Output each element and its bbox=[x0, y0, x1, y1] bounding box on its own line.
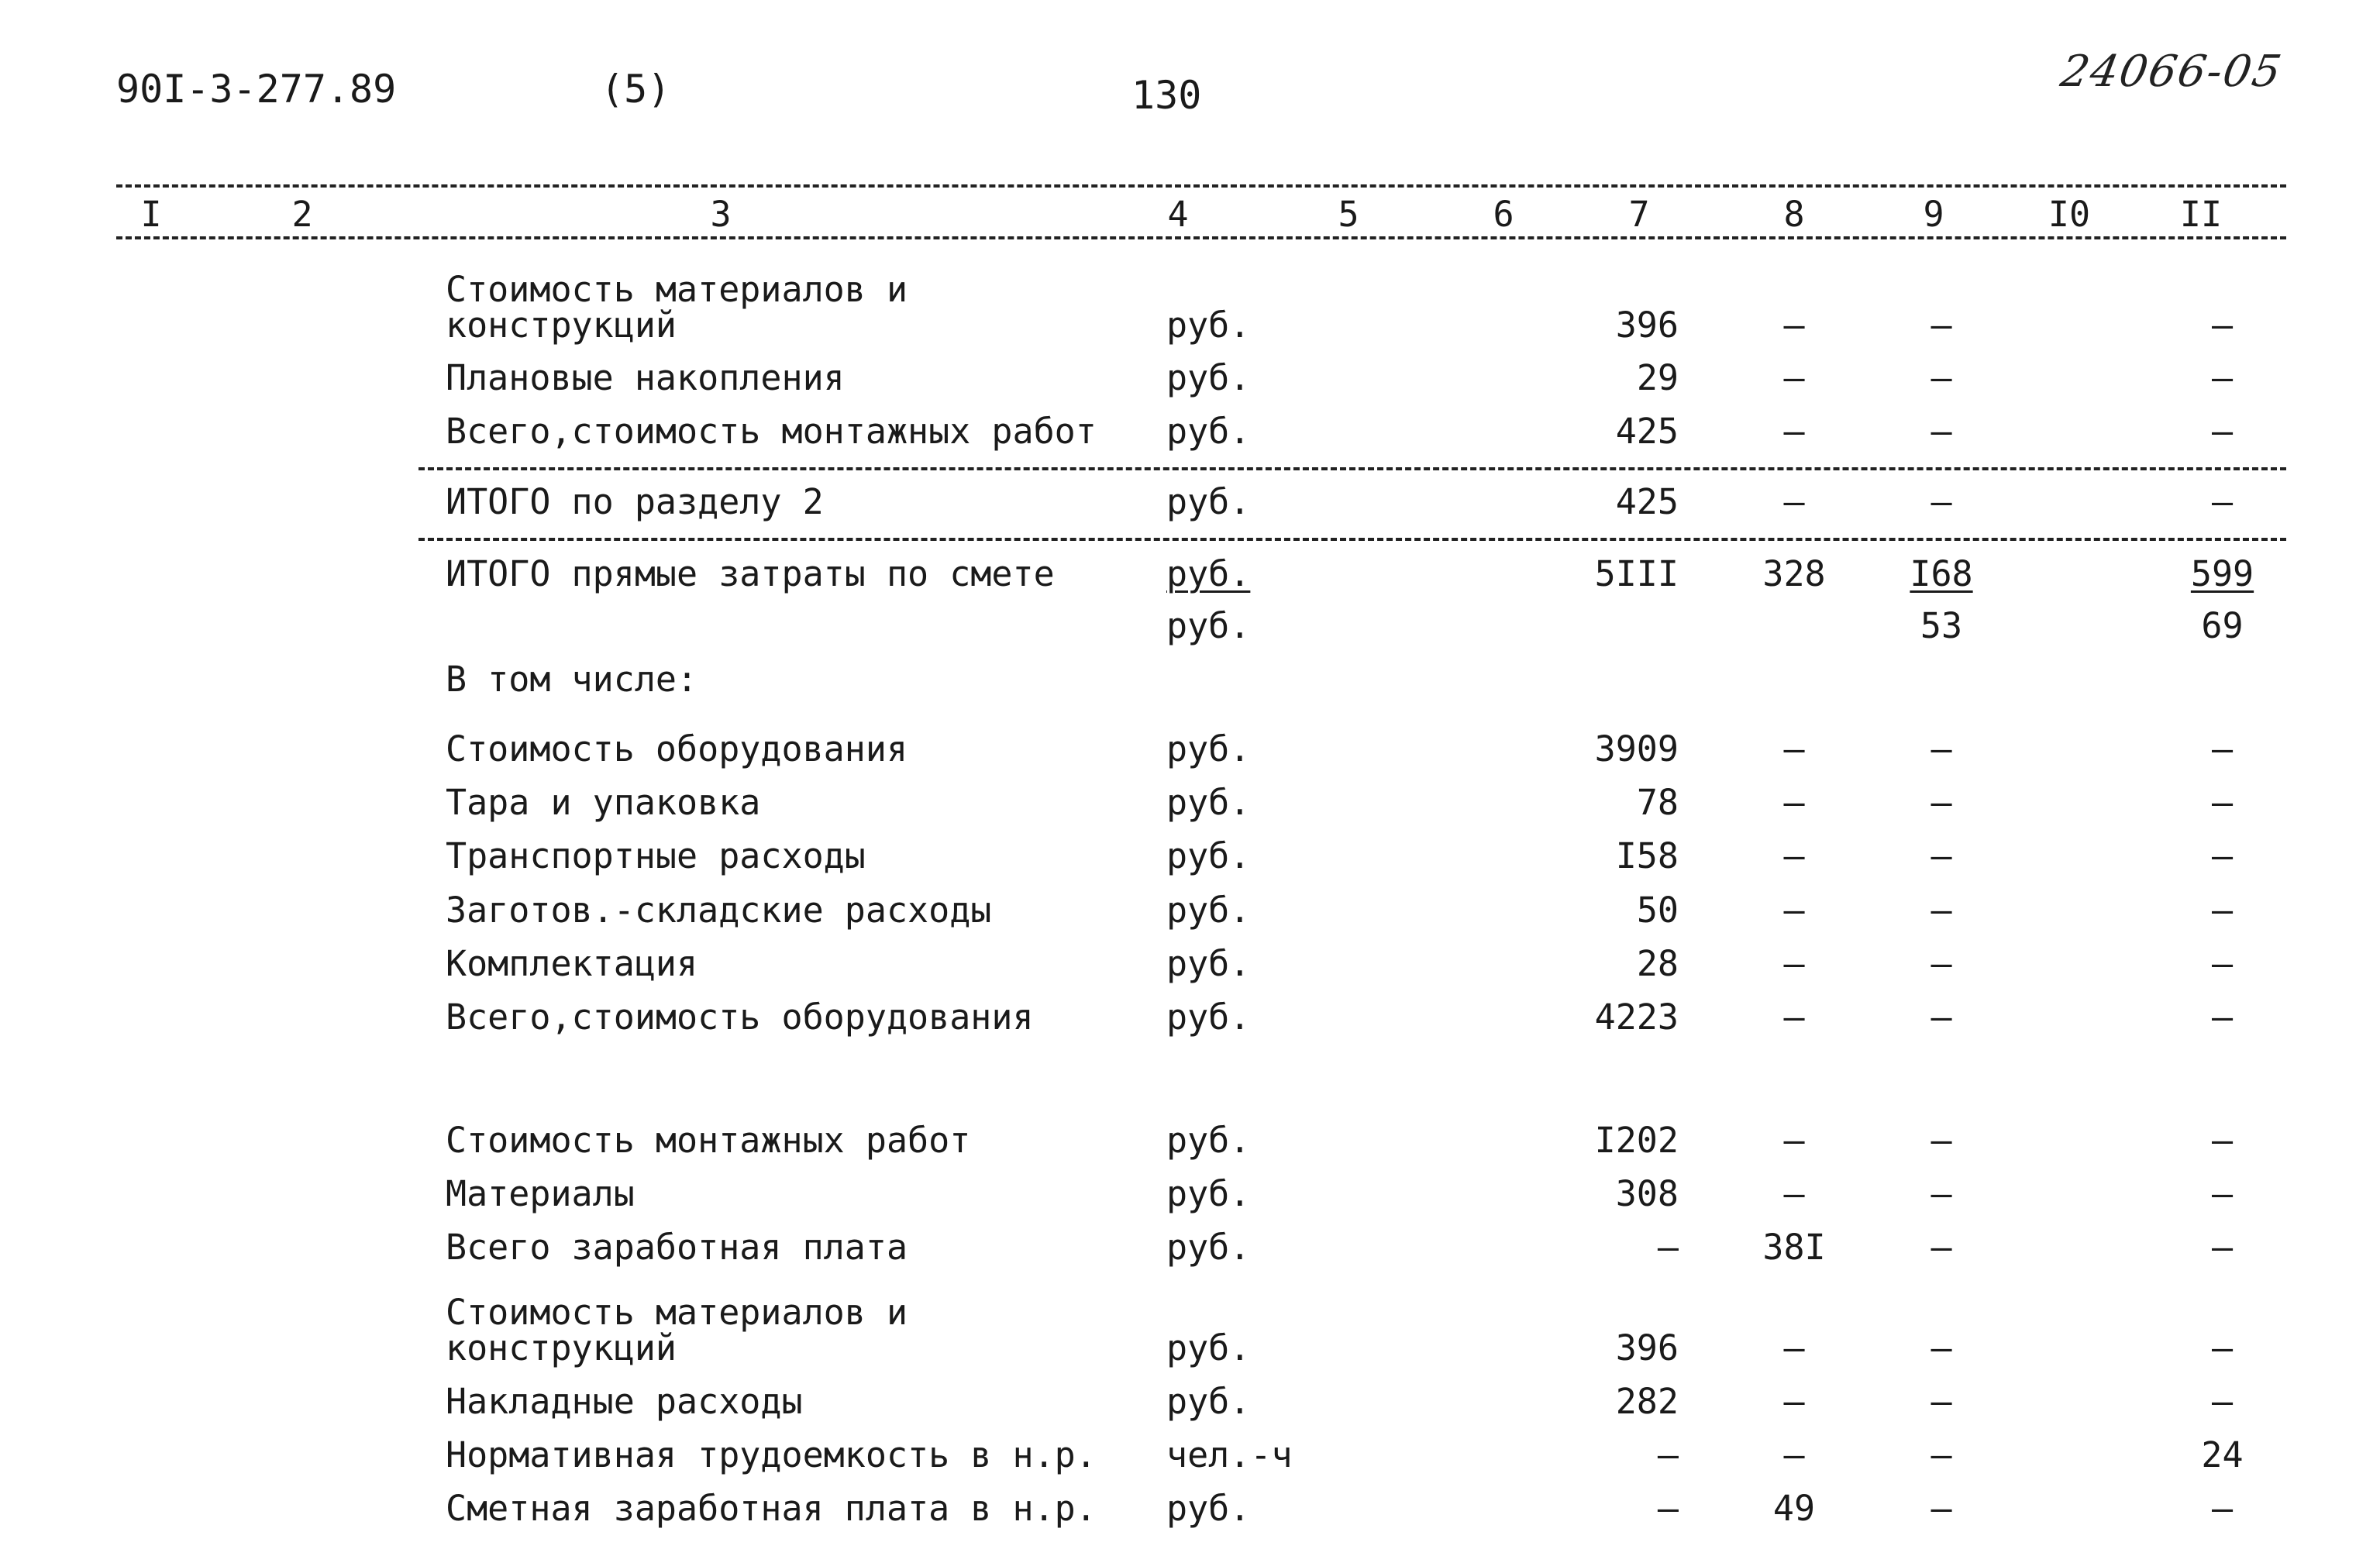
row-label: Стоимость монтажных работ bbox=[446, 1120, 971, 1161]
handwritten-archive-number: 24066-05 bbox=[2057, 46, 2287, 97]
page-number: 130 bbox=[1131, 73, 1202, 118]
table-row bbox=[0, 1171, 2380, 1217]
row-col9: – bbox=[1931, 1227, 1952, 1268]
row-unit: руб. bbox=[1166, 411, 1251, 452]
row-col11: – bbox=[2211, 890, 2234, 931]
column-number: 9 bbox=[1923, 194, 1944, 235]
row-col8: – bbox=[1783, 411, 1805, 452]
row-col9: – bbox=[1931, 943, 1952, 984]
row-col8: – bbox=[1783, 1381, 1805, 1422]
table-row bbox=[0, 551, 2380, 597]
table-row bbox=[0, 603, 2380, 649]
row-col9: I68 bbox=[1910, 553, 1973, 594]
section-number: (5) bbox=[601, 67, 671, 112]
row-label: Стоимость оборудования bbox=[446, 728, 908, 769]
row-col7: – bbox=[1657, 1488, 1679, 1529]
table-row bbox=[0, 1485, 2380, 1532]
table-row bbox=[0, 833, 2380, 880]
row-col9: – bbox=[1931, 411, 1952, 452]
row-col7: 78 bbox=[1636, 782, 1679, 823]
table-row bbox=[0, 1292, 2380, 1372]
table-row bbox=[0, 269, 2380, 349]
row-col8: – bbox=[1783, 890, 1805, 931]
row-unit: руб. bbox=[1166, 1488, 1251, 1529]
table-row bbox=[0, 355, 2380, 401]
row-col7: 308 bbox=[1615, 1173, 1679, 1214]
table-row bbox=[0, 1224, 2380, 1271]
row-unit: руб. bbox=[1166, 943, 1251, 984]
row-col11: 24 bbox=[2201, 1434, 2244, 1475]
row-col9: – bbox=[1931, 728, 1952, 769]
row-col8: 328 bbox=[1762, 553, 1826, 594]
row-col11: 69 bbox=[2201, 605, 2244, 646]
table-row bbox=[0, 656, 2380, 703]
row-col11: – bbox=[2211, 1488, 2234, 1529]
row-label: Всего,стоимость оборудования bbox=[446, 997, 1034, 1038]
row-col7: 396 bbox=[1615, 1327, 1679, 1368]
row-unit: руб. bbox=[1166, 835, 1251, 876]
subsection-label: В том числе: bbox=[446, 659, 698, 700]
row-col8: – bbox=[1783, 835, 1805, 876]
row-col11: – bbox=[2211, 357, 2234, 398]
row-col11: – bbox=[2211, 481, 2234, 522]
row-label: ИТОГО по разделу 2 bbox=[446, 481, 824, 522]
row-col9: – bbox=[1931, 997, 1952, 1038]
row-col9: – bbox=[1931, 890, 1952, 931]
column-number: I bbox=[140, 194, 162, 235]
row-col9: – bbox=[1931, 1488, 1952, 1529]
row-label: Нормативная трудоемкость в н.р. bbox=[446, 1434, 1097, 1475]
row-unit: руб. bbox=[1166, 1381, 1251, 1422]
row-col8: 38I bbox=[1762, 1227, 1826, 1268]
table-row bbox=[0, 780, 2380, 826]
row-col7: 4223 bbox=[1594, 997, 1679, 1038]
row-col7: 28 bbox=[1636, 943, 1679, 984]
table-row bbox=[0, 941, 2380, 987]
row-col7: 3909 bbox=[1594, 728, 1679, 769]
row-col9: – bbox=[1931, 782, 1952, 823]
row-col11: – bbox=[2211, 1327, 2234, 1368]
row-label: Заготов.-складские расходы bbox=[446, 890, 992, 931]
row-label: Плановые накопления bbox=[446, 357, 845, 398]
header-bottom-rule bbox=[116, 236, 2286, 239]
column-number: 7 bbox=[1628, 194, 1650, 235]
row-unit: руб. bbox=[1166, 357, 1251, 398]
row-col7: – bbox=[1657, 1227, 1679, 1268]
header-top-rule bbox=[116, 184, 2286, 188]
row-unit: руб. bbox=[1166, 305, 1251, 346]
row-col8: – bbox=[1783, 1120, 1805, 1161]
row-col9: 53 bbox=[1920, 605, 1963, 646]
table-row bbox=[0, 408, 2380, 455]
row-col7: 50 bbox=[1636, 890, 1679, 931]
row-col11: – bbox=[2211, 1120, 2234, 1161]
row-col8: – bbox=[1783, 1434, 1805, 1475]
row-col7: 282 bbox=[1615, 1381, 1679, 1422]
row-label-line2: конструкций bbox=[446, 305, 677, 346]
row-col11: – bbox=[2211, 1381, 2234, 1422]
row-col7: 425 bbox=[1615, 411, 1679, 452]
table-row bbox=[0, 1379, 2380, 1425]
column-number: 3 bbox=[710, 194, 732, 235]
row-label: Комплектация bbox=[446, 943, 698, 984]
row-col9: – bbox=[1931, 357, 1952, 398]
row-col8: – bbox=[1783, 728, 1805, 769]
row-col11: – bbox=[2211, 997, 2234, 1038]
row-col8: – bbox=[1783, 357, 1805, 398]
row-col11: – bbox=[2211, 943, 2234, 984]
row-col9: – bbox=[1931, 1434, 1952, 1475]
row-col8: – bbox=[1783, 1173, 1805, 1214]
column-number: 8 bbox=[1783, 194, 1805, 235]
column-number: 2 bbox=[291, 194, 313, 235]
row-unit: чел.-ч bbox=[1166, 1434, 1293, 1475]
row-col9: – bbox=[1931, 1173, 1952, 1214]
column-number: I0 bbox=[2048, 194, 2091, 235]
row-unit: руб. bbox=[1166, 1120, 1251, 1161]
row-col8: – bbox=[1783, 481, 1805, 522]
row-col8: – bbox=[1783, 943, 1805, 984]
row-col9: – bbox=[1931, 835, 1952, 876]
row-col9: – bbox=[1931, 481, 1952, 522]
row-col8: – bbox=[1783, 305, 1805, 346]
column-number: 6 bbox=[1493, 194, 1514, 235]
row-col11: – bbox=[2211, 1227, 2234, 1268]
row-unit: руб. bbox=[1166, 890, 1251, 931]
row-col7: 425 bbox=[1615, 481, 1679, 522]
row-col7: 396 bbox=[1615, 305, 1679, 346]
row-col11: – bbox=[2211, 835, 2234, 876]
row-col7: I58 bbox=[1615, 835, 1679, 876]
table-row bbox=[0, 887, 2380, 934]
row-label-line2: конструкций bbox=[446, 1327, 677, 1368]
row-col8: – bbox=[1783, 782, 1805, 823]
row-unit: руб. bbox=[1166, 1327, 1251, 1368]
row-col8: – bbox=[1783, 1327, 1805, 1368]
table-row bbox=[0, 1432, 2380, 1479]
row-label: Транспортные расходы bbox=[446, 835, 866, 876]
row-unit: руб. bbox=[1166, 1227, 1251, 1268]
row-unit: руб. bbox=[1166, 997, 1251, 1038]
row-label-line1: Стоимость материалов и bbox=[446, 269, 908, 310]
row-col8: – bbox=[1783, 997, 1805, 1038]
row-col11: 599 bbox=[2190, 553, 2254, 594]
row-unit: руб. bbox=[1166, 481, 1251, 522]
row-col9: – bbox=[1931, 1327, 1952, 1368]
row-label: Сметная заработная плата в н.р. bbox=[446, 1488, 1097, 1529]
row-label: Материалы bbox=[446, 1173, 635, 1214]
column-number: 5 bbox=[1338, 194, 1359, 235]
table-row bbox=[0, 726, 2380, 773]
column-number: II bbox=[2179, 194, 2223, 235]
row-unit: руб. bbox=[1166, 782, 1251, 823]
table-row bbox=[0, 994, 2380, 1041]
row-col11: – bbox=[2211, 305, 2234, 346]
row-col9: – bbox=[1931, 1120, 1952, 1161]
row-label-line1: Стоимость материалов и bbox=[446, 1292, 908, 1333]
section-separator bbox=[418, 538, 2286, 541]
row-label: Всего,стоимость монтажных работ bbox=[446, 411, 1097, 452]
row-col7: 5III bbox=[1594, 553, 1679, 594]
row-unit: руб. bbox=[1166, 605, 1251, 646]
row-label: Всего заработная плата bbox=[446, 1227, 908, 1268]
row-col9: – bbox=[1931, 305, 1952, 346]
row-col7: 29 bbox=[1636, 357, 1679, 398]
row-col11: – bbox=[2211, 1173, 2234, 1214]
table-row bbox=[0, 479, 2380, 525]
table-row bbox=[0, 1117, 2380, 1164]
section-separator bbox=[418, 467, 2286, 470]
row-label: Накладные расходы bbox=[446, 1381, 803, 1422]
row-unit: руб. bbox=[1166, 553, 1251, 594]
row-col7: – bbox=[1657, 1434, 1679, 1475]
row-unit: руб. bbox=[1166, 728, 1251, 769]
row-col11: – bbox=[2211, 728, 2234, 769]
column-number: 4 bbox=[1167, 194, 1189, 235]
row-label: ИТОГО прямые затраты по смете bbox=[446, 553, 1055, 594]
row-label: Тара и упаковка bbox=[446, 782, 761, 823]
row-col8: 49 bbox=[1772, 1488, 1816, 1529]
row-col11: – bbox=[2211, 782, 2234, 823]
document-code: 90I-3-277.89 bbox=[116, 67, 397, 112]
row-unit: руб. bbox=[1166, 1173, 1251, 1214]
row-col11: – bbox=[2211, 411, 2234, 452]
row-col7: I202 bbox=[1594, 1120, 1679, 1161]
row-col9: – bbox=[1931, 1381, 1952, 1422]
